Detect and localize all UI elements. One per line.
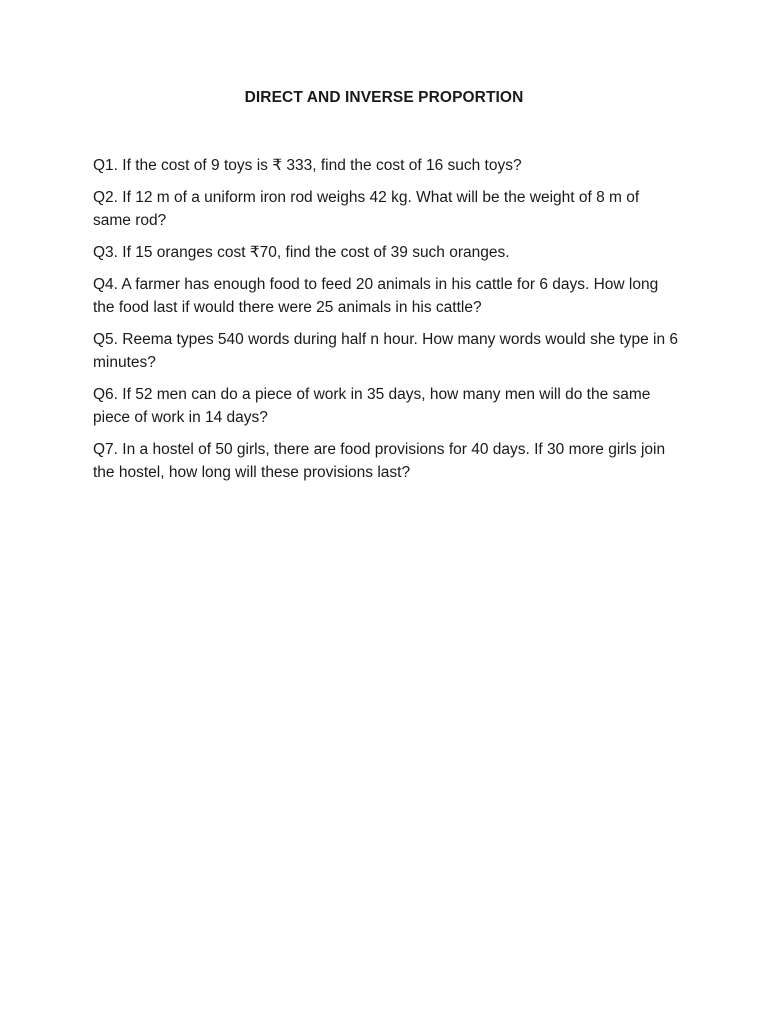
question-5: Q5. Reema types 540 words during half n hour. How many words would she type in 6 minutes?	[93, 331, 679, 371]
question-4: Q4. A farmer has enough food to feed 20 animals in his cattle for 6 days. How long the food last if would there were 25 animals in his cattle?	[93, 276, 659, 316]
question-1: Q1. If the cost of 9 toys is ₹ 333, find the cost of 16 such toys?	[93, 157, 522, 174]
question-3: Q3. If 15 oranges cost ₹70, find the cost of 39 such oranges.	[93, 244, 510, 261]
page-title: DIRECT AND INVERSE PROPORTION	[244, 89, 524, 106]
question-list	[93, 154, 681, 493]
question-7: Q7. In a hostel of 50 girls, there are food provisions for 40 days. If 30 more girls join the hostel, how long will these provisions last?	[93, 441, 666, 481]
question-6: Q6. If 52 men can do a piece of work in 35 days, how many men will do the same piece of work in 14 days?	[93, 386, 651, 426]
question-2: Q2. If 12 m of a uniform iron rod weighs 42 kg. What will be the weight of 8 m of same rod?	[93, 189, 640, 229]
